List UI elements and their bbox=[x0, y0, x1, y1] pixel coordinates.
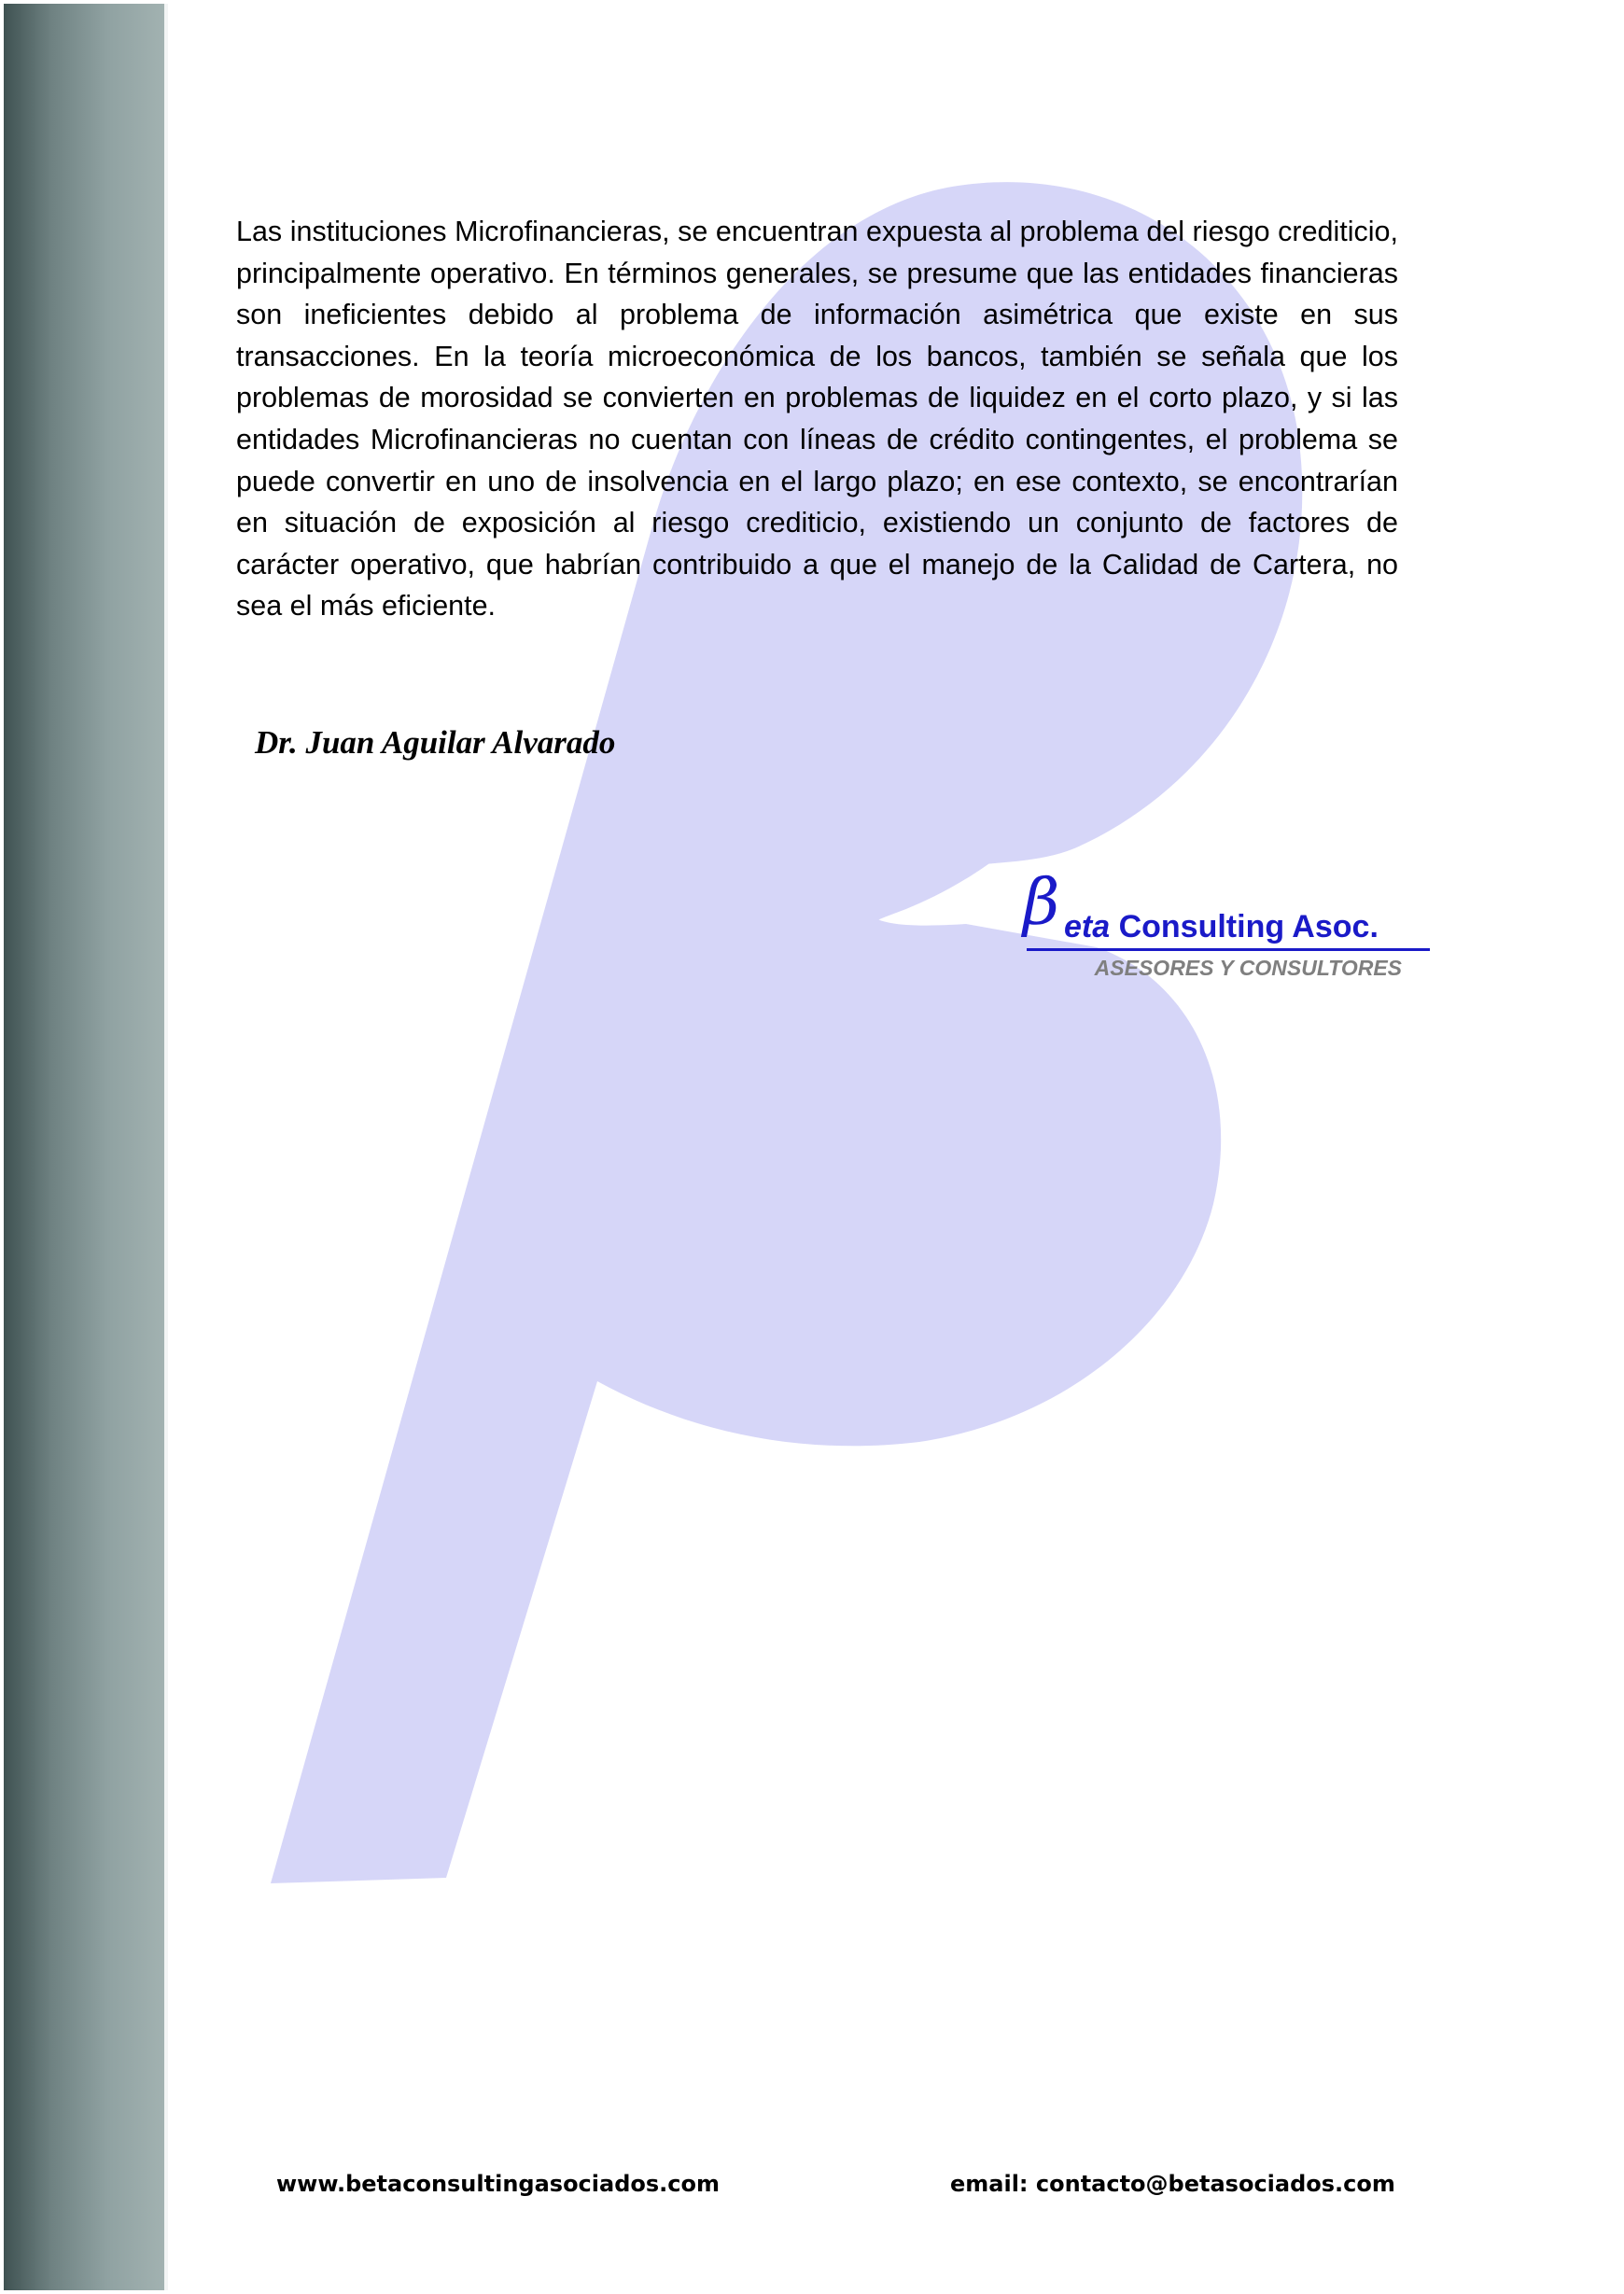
logo-eta: eta bbox=[1064, 909, 1111, 944]
author-signature: Dr. Juan Aguilar Alvarado bbox=[255, 724, 616, 761]
logo-underline bbox=[1027, 948, 1430, 951]
company-logo bbox=[1023, 866, 1434, 986]
beta-logo-glyph: β bbox=[1023, 866, 1060, 940]
logo-company: Consulting Asoc. bbox=[1118, 909, 1379, 944]
footer-email-link[interactable]: email: contacto@betasociados.com bbox=[950, 2171, 1395, 2197]
body-paragraph: Las instituciones Microfinancieras, se encuentran expuesta al problema del riesgo crediticio, principalmente operativo. En términos generales, se presume que las entidades financieras son ineficientes debido al problema de información asimétrica que existe en sus transacciones. En la teoría microeconómica de los bancos, también se señala que los problemas de morosidad se convierten en problemas de liquidez en el corto plazo, y si las entidades Microfinancieras no cuentan con líneas de crédito contingentes, el problema se puede convertir en uno de insolvencia en el largo plazo; en ese contexto, se encontrarían en situación de exposición al riesgo crediticio, existiendo un conjunto de factores de carácter operativo, que habrían contribuido a que el manejo de la Calidad de Cartera, no sea el más eficiente. bbox=[236, 216, 1398, 622]
footer-website-link[interactable]: www.betaconsultingasociados.com bbox=[276, 2171, 720, 2197]
logo-company-name bbox=[1064, 909, 1379, 945]
logo-tagline: ASESORES Y CONSULTORES bbox=[1094, 956, 1402, 980]
